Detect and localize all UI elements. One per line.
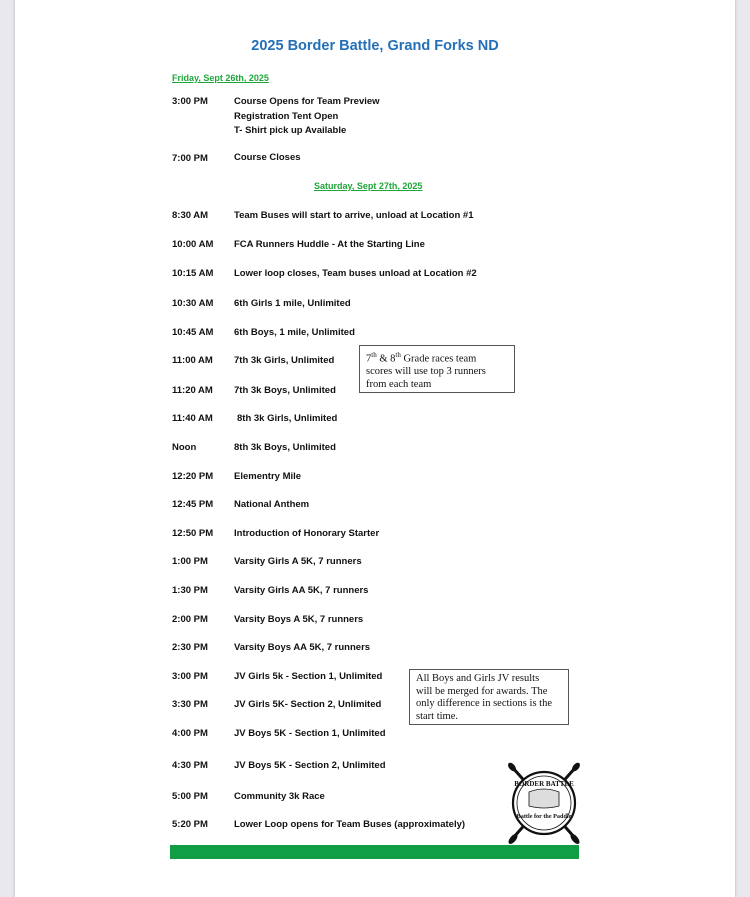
saturday-time-10: 12:20 PM: [172, 471, 214, 482]
middle-school-note: [359, 345, 515, 393]
saturday-time-2: 10:00 AM: [172, 239, 214, 250]
saturday-event-20: JV Boys 5K - Section 2, Unlimited: [234, 760, 386, 771]
saturday-event-9: 8th 3k Boys, Unlimited: [234, 442, 336, 453]
saturday-time-13: 1:00 PM: [172, 556, 208, 567]
saturday-event-10: Elementry Mile: [234, 471, 302, 482]
saturday-time-8: 11:40 AM: [172, 413, 213, 424]
saturday-event-19: JV Boys 5K - Section 1, Unlimited: [234, 728, 386, 739]
jv-note: [409, 669, 569, 725]
middle-school-note-line-1: 7th & 8th Grade races team: [366, 351, 477, 365]
saturday-time-1: 8:30 AM: [172, 210, 209, 221]
friday-time-2: 7:00 PM: [172, 153, 208, 164]
saturday-time-3: 10:15 AM: [172, 268, 214, 279]
saturday-time-16: 2:30 PM: [172, 642, 208, 653]
jv-note-line-1: All Boys and Girls JV results: [416, 673, 540, 684]
saturday-event-16: Varsity Boys AA 5K, 7 runners: [234, 642, 371, 653]
saturday-time-14: 1:30 PM: [172, 585, 208, 596]
saturday-time-21: 5:00 PM: [172, 791, 208, 802]
saturday-event-5: 6th Boys, 1 mile, Unlimited: [234, 327, 355, 338]
jv-note-line-3: only difference in sections is the: [416, 698, 552, 709]
logo-bottom-text: Battle for the Paddle: [516, 813, 572, 820]
friday-event-1-line-1: Course Opens for Team Preview: [234, 96, 380, 107]
saturday-time-4: 10:30 AM: [172, 298, 214, 309]
saturday-event-3: Lower loop closes, Team buses unload at Location #2: [234, 268, 477, 279]
saturday-event-7: 7th 3k Boys, Unlimited: [234, 385, 336, 396]
friday-heading: Friday, Sept 26th, 2025: [172, 73, 269, 83]
saturday-time-18: 3:30 PM: [172, 699, 208, 710]
footer-green-bar: [170, 845, 579, 859]
saturday-time-9: Noon: [172, 442, 197, 453]
saturday-time-17: 3:00 PM: [172, 671, 208, 682]
saturday-time-19: 4:00 PM: [172, 728, 208, 739]
saturday-time-12: 12:50 PM: [172, 528, 214, 539]
friday-event-1-line-3: T- Shirt pick up Available: [234, 125, 347, 136]
friday-event-2: Course Closes: [234, 152, 301, 163]
saturday-time-5: 10:45 AM: [172, 327, 214, 338]
saturday-time-22: 5:20 PM: [172, 819, 208, 830]
logo-top-text: BORDER BATTLE: [514, 780, 574, 788]
battle-for-the-paddle-logo: [505, 762, 583, 844]
saturday-event-13: Varsity Girls A 5K, 7 runners: [234, 556, 362, 567]
saturday-event-8: 8th 3k Girls, Unlimited: [237, 413, 338, 424]
friday-event-1-line-2: Registration Tent Open: [234, 110, 339, 122]
saturday-event-11: National Anthem: [234, 499, 310, 510]
friday-time-1: 3:00 PM: [172, 96, 208, 107]
saturday-event-6: 7th 3k Girls, Unlimited: [234, 355, 335, 366]
saturday-event-17: JV Girls 5k - Section 1, Unlimited: [234, 671, 383, 682]
saturday-time-15: 2:00 PM: [172, 614, 208, 625]
saturday-time-6: 11:00 AM: [172, 355, 213, 366]
page-title: 2025 Border Battle, Grand Forks ND: [251, 38, 499, 54]
saturday-event-15: Varsity Boys A 5K, 7 runners: [234, 614, 364, 625]
saturday-event-12: Introduction of Honorary Starter: [234, 528, 380, 539]
saturday-time-11: 12:45 PM: [172, 499, 214, 510]
saturday-event-4: 6th Girls 1 mile, Unlimited: [234, 298, 351, 309]
saturday-event-22: Lower Loop opens for Team Buses (approximately): [234, 819, 466, 830]
middle-school-note-line-2: scores will use top 3 runners: [366, 366, 486, 377]
jv-note-line-2: will be merged for awards. The: [416, 685, 548, 697]
jv-note-line-4: start time.: [416, 710, 458, 722]
saturday-heading: Saturday, Sept 27th, 2025: [314, 181, 423, 191]
saturday-event-1: Team Buses will start to arrive, unload at Location #1: [234, 210, 474, 221]
saturday-event-21: Community 3k Race: [234, 791, 325, 802]
saturday-event-18: JV Girls 5K- Section 2, Unlimited: [234, 699, 382, 710]
saturday-time-20: 4:30 PM: [172, 760, 208, 771]
saturday-event-14: Varsity Girls AA 5K, 7 runners: [234, 585, 369, 596]
friday-event-1: [234, 95, 380, 139]
saturday-event-2: FCA Runners Huddle - At the Starting Line: [234, 239, 425, 250]
saturday-time-7: 11:20 AM: [172, 385, 213, 396]
middle-school-note-line-3: from each team: [366, 378, 432, 390]
